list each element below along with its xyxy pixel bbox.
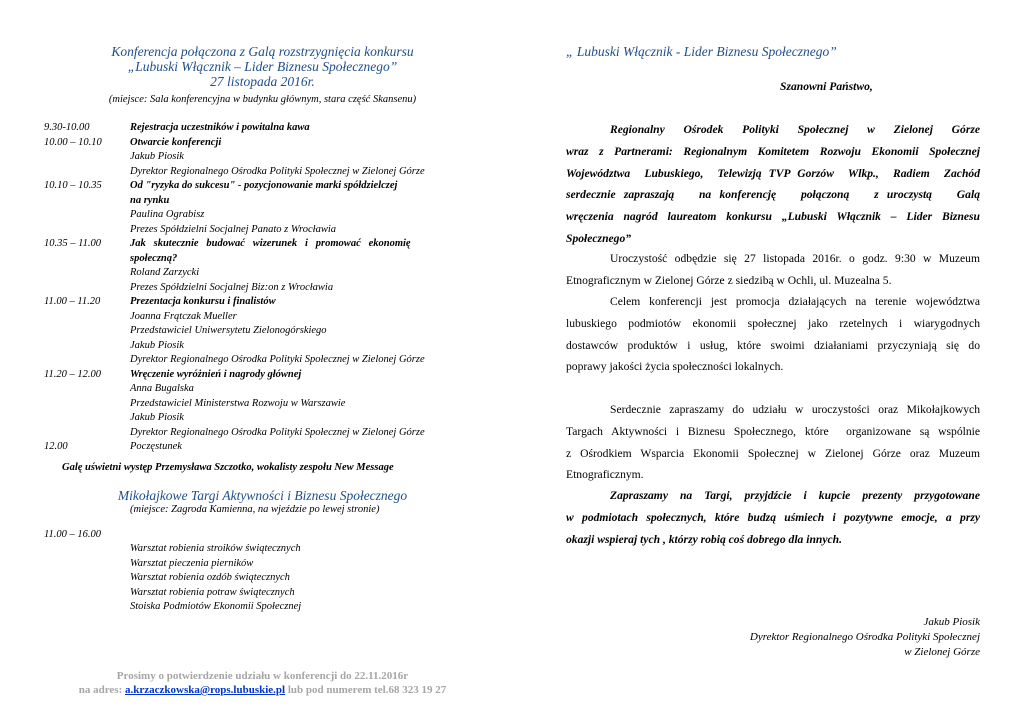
salutation: Szanowni Państwo, <box>780 80 873 93</box>
schedule-topic: Otwarcie konferencji <box>130 136 222 148</box>
schedule-time: 10.35 – 11.00 <box>44 238 101 249</box>
workshop-item: Warsztat robienia stroików świątecznych <box>130 543 301 554</box>
paragraph-event-details <box>566 248 980 292</box>
paragraph-line: Etnograficznym. <box>566 468 644 482</box>
paragraph-line: poprawy jakości życia społeczności lokalnych. <box>566 360 784 374</box>
schedule-time: 9.30-10.00 <box>44 122 90 133</box>
workshop-item: Warsztat robienia potraw świątecznych <box>130 586 295 598</box>
footer-suffix: lub pod numerem tel.68 323 19 27 <box>285 684 447 696</box>
schedule-speaker: Anna Bugalska <box>130 383 194 394</box>
workshop-item: Stoiska Podmiotów Ekonomii Społecznej <box>130 601 302 613</box>
paragraph-line: okazji wspieraj tych , którzy robią coś dobrego dla innych. <box>566 532 843 546</box>
schedule-speaker: Przedstawiciel Uniwersytetu Zielonogórskiego <box>130 325 327 336</box>
schedule-speaker: Roland Zarzycki <box>130 267 200 278</box>
paragraph-purpose <box>566 291 980 378</box>
schedule-topic: Wręczenie wyróżnień i nagrody głównej <box>130 368 302 380</box>
schedule-time: 11.00 – 11.20 <box>44 296 101 307</box>
paragraph-line: Serdecznie zapraszamy do udziału w uroczystości oraz Mikołajkowych <box>610 403 980 416</box>
schedule-time: 12.00 <box>44 441 68 452</box>
paragraph-line: Województwa Lubuskiego, Telewizją TVP Gorzów Wlkp., Radiem Zachód <box>566 166 980 180</box>
paragraph-line: z Ośrodkiem Wsparcia Ekonomii Społecznej w Zielonej Górze oraz Muzeum <box>566 446 980 460</box>
schedule-time: 10.00 – 10.10 <box>44 136 102 148</box>
title-line-3: 27 listopada 2016r. <box>210 74 315 89</box>
footer-line-2 <box>40 683 485 697</box>
paragraph-line: lubuskiego podmiotów ekonomii społecznej jako rzetelnych i wiarygodnych <box>566 316 980 330</box>
schedule-speaker: Prezes Spółdzielni Socjalnej Biz:on z Wrocławia <box>130 281 334 293</box>
paragraph-line: Etnograficznym w Zielonej Górze z siedzibą w Ochli, ul. Muzealna 5. <box>566 273 892 287</box>
schedule-time: 11.20 – 12.00 <box>44 368 101 380</box>
fair-title: Mikołajkowe Targi Aktywności i Biznesu Społecznego <box>117 488 408 503</box>
schedule-speaker: Przedstawiciel Ministerstwa Rozwoju w Warszawie <box>130 397 346 409</box>
paragraph-line: Zapraszamy na Targi, przyjdźcie i kupcie prezenty przygotowane <box>610 489 980 502</box>
schedule-topic: Jak skutecznie budować wizerunek i promować ekonomię <box>130 238 411 249</box>
paragraph-line: Targach Aktywności i Biznesu Społecznego, które organizowane są wspólnie <box>566 424 980 438</box>
paragraph-line: w podmiotach społecznych, które budzą uśmiech i pozytywne emocje, a przy <box>566 510 980 524</box>
paragraph-line: wraz z Partnerami: Regionalnym Komitetem Rozwoju Ekonomii Społecznej <box>566 144 980 158</box>
venue-note: (miejsce: Sala konferencyjna w budynku głównym, stara część Skansenu) <box>108 94 417 105</box>
schedule-speaker: Joanna Frątczak Mueller <box>130 310 237 322</box>
schedule-speaker: Jakub Piosik <box>130 412 184 423</box>
paragraph-line: Społecznego” <box>566 231 632 245</box>
title-line-1: Konferencja połączona z Galą rozstrzygnięcia konkursu <box>111 44 414 59</box>
title-line-2: „Lubuski Włącznik – Lider Biznesu Społecznego” <box>127 59 398 74</box>
paragraph-line: Regionalny Ośrodek Polityki Społecznej w Zielonej Górze <box>610 123 980 136</box>
schedule-speaker: Dyrektor Regionalnego Ośrodka Polityki Społecznej w Zielonej Górze <box>130 354 425 365</box>
schedule-speaker: Paulina Ograbisz <box>130 209 205 220</box>
signature-name: Jakub Piosik <box>923 616 980 628</box>
paragraph-line: serdecznie zapraszają na konferencję połączoną z uroczystą Galą <box>566 188 980 202</box>
signature-place: w Zielonej Górze <box>904 646 980 658</box>
schedule-time: 10.10 – 10.35 <box>44 180 102 191</box>
signature-role: Dyrektor Regionalnego Ośrodka Polityki Społecznej <box>749 631 980 643</box>
paragraph-line: Celem konferencji jest promocja działających na terenie województwa <box>610 295 980 308</box>
schedule-topic: na rynku <box>130 194 170 206</box>
rsvp-footer <box>40 669 485 697</box>
schedule-topic: Rejestracja uczestników i powitalna kawa <box>130 122 310 133</box>
email-link[interactable]: a.krzaczkowska@rops.lubuskie.pl <box>125 684 286 696</box>
fair-note: (miejsce: Zagroda Kamienna, na wjeździe po lewej stronie) <box>130 504 380 515</box>
schedule-speaker: Jakub Piosik <box>130 151 184 162</box>
schedule-speaker: Dyrektor Regionalnego Ośrodka Polityki Społecznej w Zielonej Górze <box>130 165 425 177</box>
footer-line-1: Prosimy o potwierdzenie udziału w konferencji do 22.11.2016r <box>116 670 409 682</box>
paragraph-line: wręczenia nagród laureatom konkursu „Lubuski Włącznik – Lider Biznesu <box>566 210 980 224</box>
schedule-topic: społeczną? <box>130 252 178 264</box>
schedule-topic: Od "ryzyka do sukcesu" - pozycjonowanie marki spółdzielczej <box>130 180 398 191</box>
paragraph-line: dostawców produktów i usług, które swoimi działaniami przyczyniają się do <box>566 338 980 352</box>
gala-line: Galę uświetni występ Przemysława Szczotko, wokalisty zespołu New Message <box>62 462 394 473</box>
paragraph-line: Uroczystość odbędzie się 27 listopada 2016r. o godz. 9:30 w Muzeum <box>610 252 980 265</box>
schedule-topic: Prezentacja konkursu i finalistów <box>130 296 276 307</box>
paragraph-fair-invite <box>566 399 980 486</box>
schedule-speaker: Poczęstunek <box>130 441 182 452</box>
invitation-heading: „ Lubuski Włącznik - Lider Biznesu Społecznego” <box>566 44 837 59</box>
fair-time: 11.00 – 16.00 <box>44 529 101 540</box>
schedule-speaker: Prezes Spółdzielni Socjalnej Panato z Wrocławia <box>130 223 336 235</box>
workshop-item: Warsztat pieczenia pierników <box>130 557 254 569</box>
signature <box>700 615 980 660</box>
schedule-speaker: Dyrektor Regionalnego Ośrodka Polityki Społecznej w Zielonej Górze <box>130 426 425 438</box>
schedule-speaker: Jakub Piosik <box>130 339 184 351</box>
paragraph-invitation <box>566 119 980 250</box>
workshop-item: Warsztat robienia ozdób świątecznych <box>130 572 290 584</box>
paragraph-fair-call <box>566 485 980 550</box>
footer-prefix: na adres: <box>78 684 125 696</box>
